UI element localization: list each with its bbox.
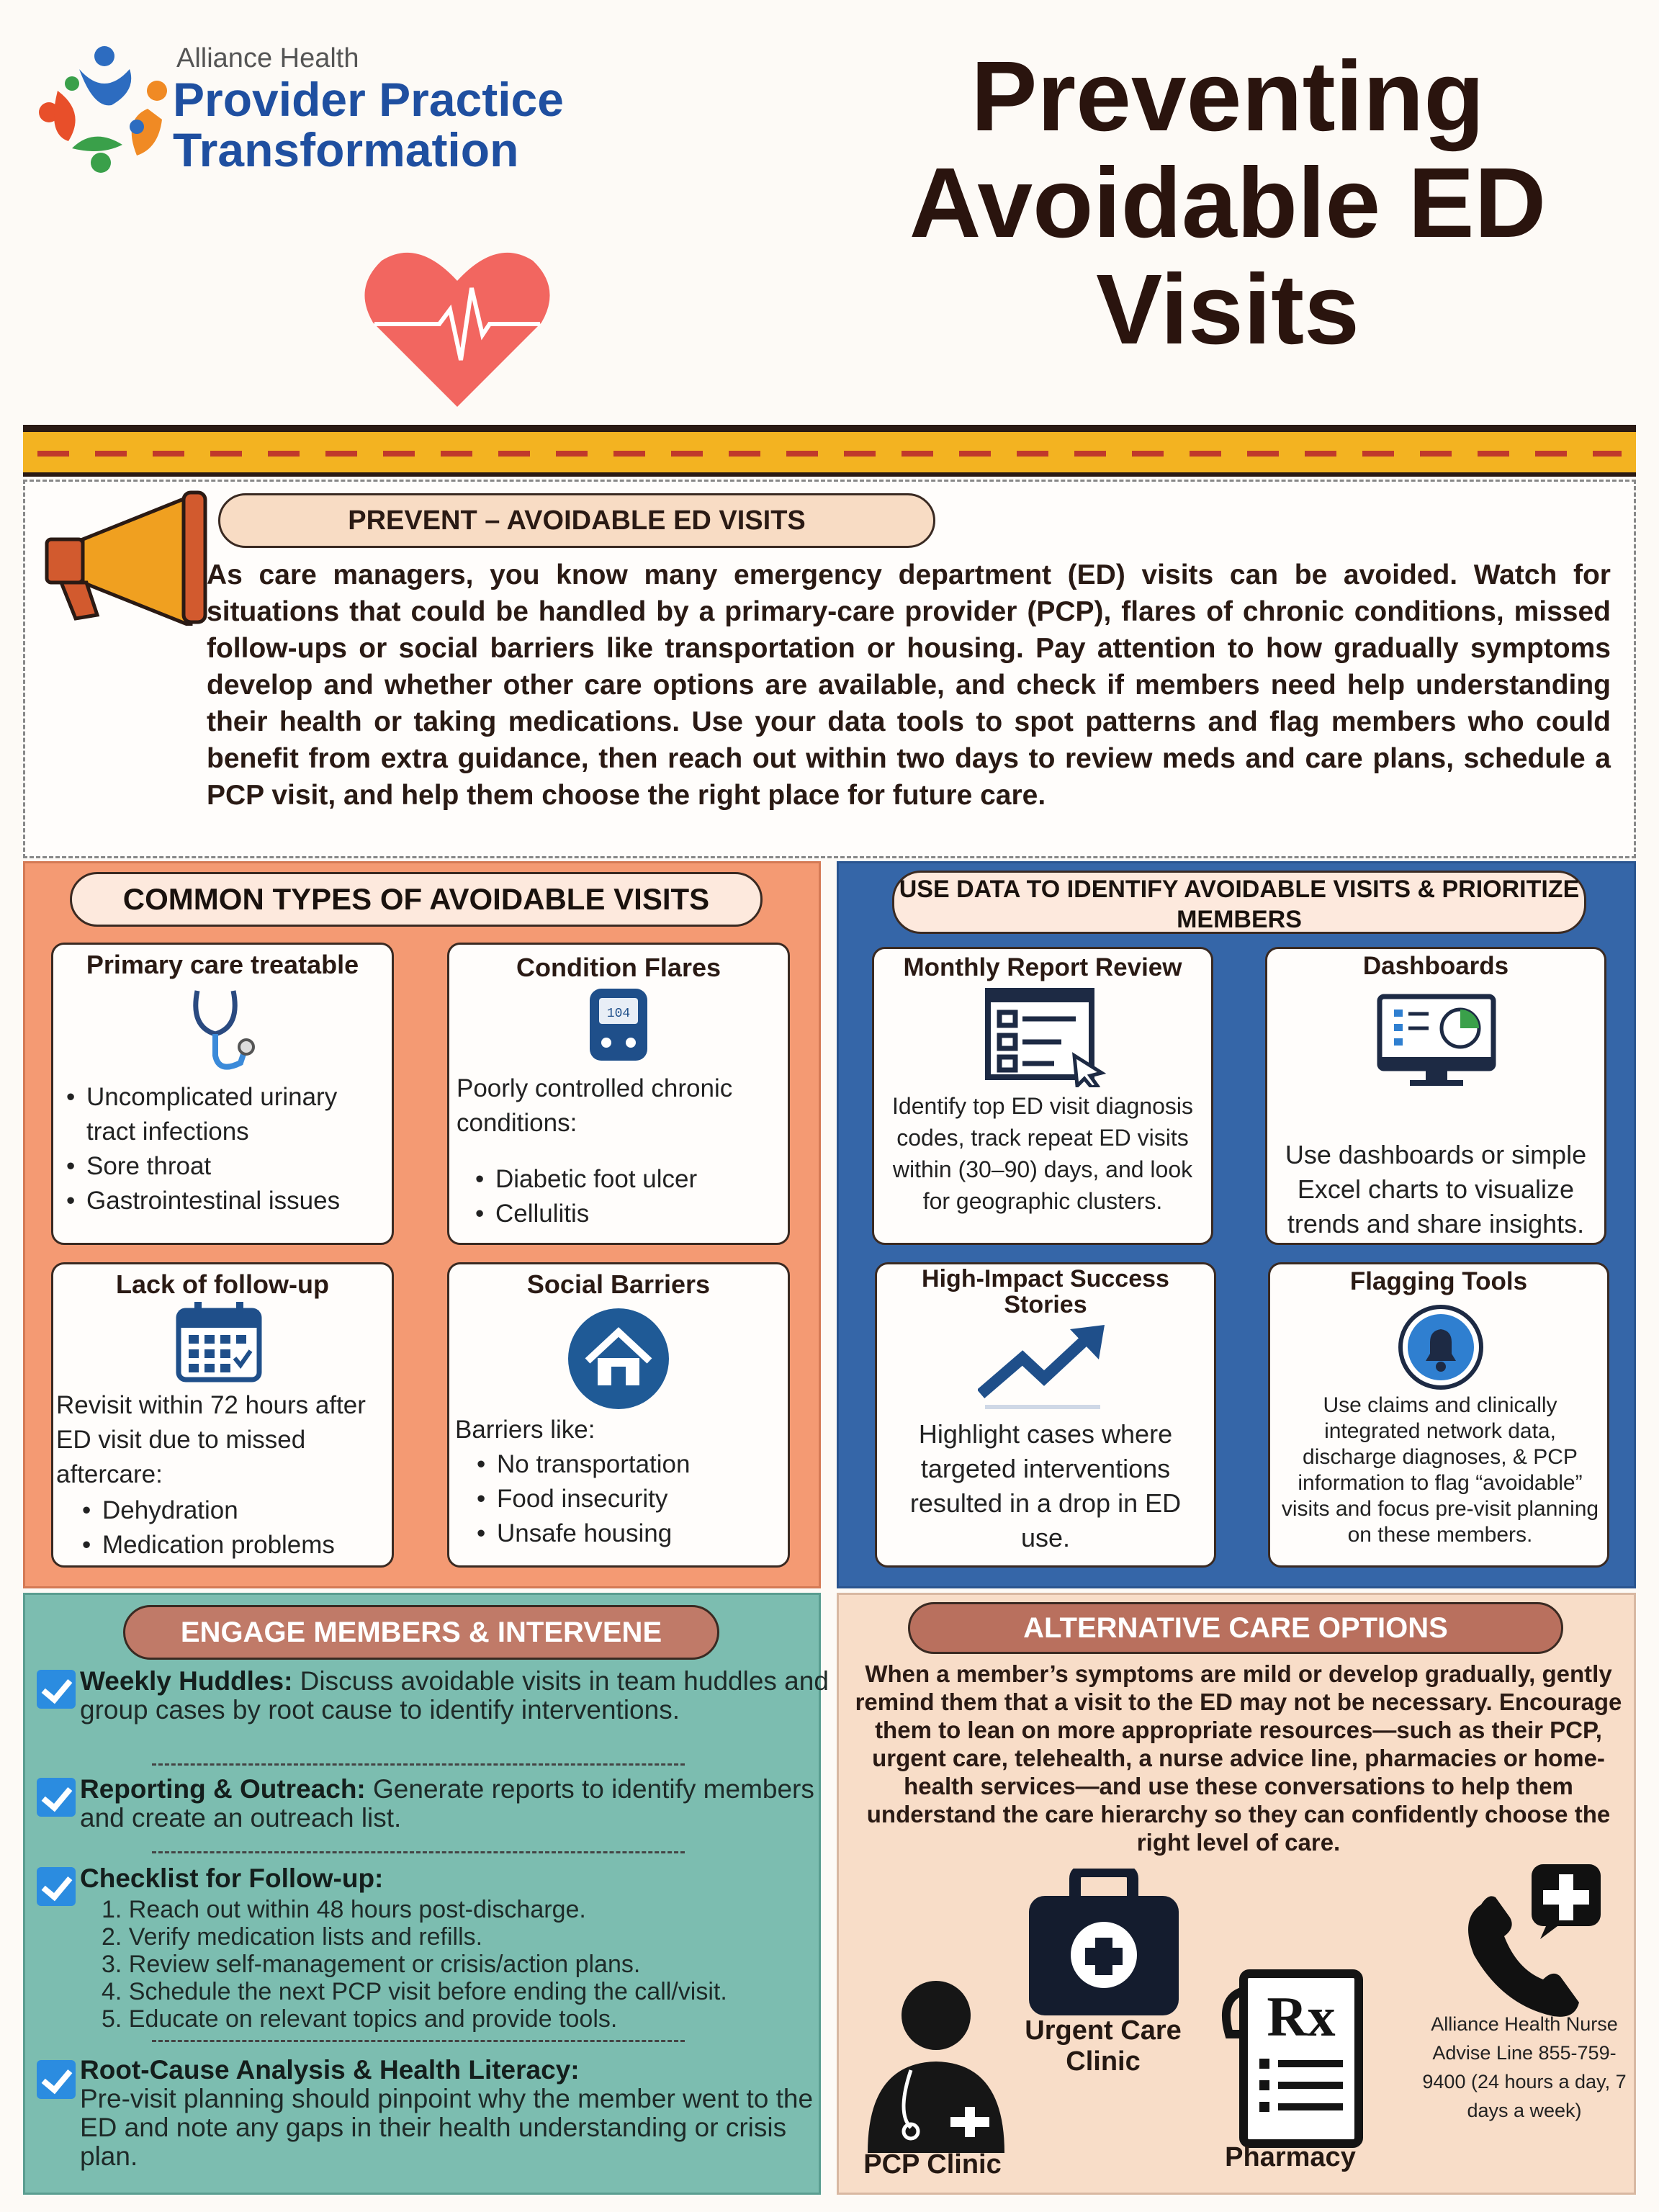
list-item: • Diabetic foot ulcer xyxy=(471,1162,781,1197)
road-divider xyxy=(23,425,1636,477)
card-success-stories xyxy=(875,1262,1216,1568)
list-item: • No transportation xyxy=(472,1447,782,1482)
list-item: 1. Reach out within 48 hours post-discharge. xyxy=(102,1896,586,1923)
divider xyxy=(152,2040,685,2042)
card-title: Dashboards xyxy=(1362,952,1509,980)
monthly-report-text: Identify top ED visit diagnosis codes, track repeat ED visits within (30–90) days, and look for geographic clusters. xyxy=(892,1093,1193,1214)
list-item: • Medication problems xyxy=(78,1528,387,1563)
glucose-meter-icon xyxy=(586,985,651,1064)
brand-line-1: Provider Practice xyxy=(173,73,564,126)
social-barriers-list xyxy=(472,1447,782,1551)
home-icon xyxy=(566,1306,671,1411)
card-monthly-report xyxy=(872,947,1213,1245)
common-heading: COMMON TYPES OF AVOIDABLE VISITS xyxy=(70,872,763,927)
condition-flares-intro: Poorly controlled chronic conditions: xyxy=(457,1074,733,1137)
flagging-tools-text: Use claims and clinically integrated network data, discharge diagnoses, & PCP information to flag “avoidable” visits and focus pre-visit planning on these members. xyxy=(1281,1393,1599,1547)
list-item: • Cellulitis xyxy=(471,1197,781,1231)
list-item: • Dehydration xyxy=(78,1493,387,1528)
divider xyxy=(152,1763,685,1766)
alternative-care-panel xyxy=(837,1593,1636,2195)
card-title: High-Impact Success Stories xyxy=(922,1265,1169,1318)
item-label: Root-Cause Analysis & Health Literacy: xyxy=(80,2055,580,2085)
condition-flares-list xyxy=(471,1162,781,1231)
list-item: • Sore throat xyxy=(62,1149,386,1184)
dashboards-text: Use dashboards or simple Excel charts to visualize trends and share insights. xyxy=(1285,1140,1587,1238)
brand-block xyxy=(29,40,605,184)
page-title: Preventing Avoidable ED Visits xyxy=(909,41,1547,365)
follow-up-intro: Revisit within 72 hours after ED visit due to missed aftercare: xyxy=(56,1391,366,1488)
list-item: 2. Verify medication lists and refills. xyxy=(102,1923,483,1951)
calendar-icon xyxy=(174,1300,264,1384)
list-item: 5. Educate on relevant topics and provide tools. xyxy=(102,2005,618,2033)
org-name: Alliance Health xyxy=(176,43,359,73)
alliance-logo-icon xyxy=(29,40,180,177)
phone-plus-icon xyxy=(1452,1861,1605,2023)
root-cause-item xyxy=(80,2056,829,2171)
nurse-line-text: Alliance Health Nurse Advise Line 855-759-9400 (24 hours a day, 7 days a week) xyxy=(1422,2013,1627,2121)
checkmark-icon xyxy=(37,1778,76,1817)
weekly-huddles-item xyxy=(80,1667,829,1725)
common-types-panel xyxy=(23,861,821,1588)
checklist-item xyxy=(80,1864,829,2033)
rx-symbol: Rx xyxy=(1267,1985,1336,2048)
list-item: • Gastrointestinal issues xyxy=(62,1184,386,1218)
use-data-heading: USE DATA TO IDENTIFY AVOIDABLE VISITS & PRIORITIZE MEMBERS xyxy=(892,871,1586,934)
report-checklist-icon xyxy=(982,986,1112,1087)
card-social-barriers xyxy=(447,1262,790,1568)
megaphone-icon xyxy=(32,489,220,626)
divider xyxy=(152,1851,685,1853)
prevent-section xyxy=(23,480,1636,858)
list-item: • Unsafe housing xyxy=(472,1516,782,1551)
card-title: Monthly Report Review xyxy=(903,953,1182,981)
dashboard-monitor-icon xyxy=(1375,992,1498,1090)
list-item: • Uncomplicated urinary tract infections xyxy=(62,1080,386,1149)
urgent-care-label: Urgent Care Clinic xyxy=(1025,2015,1182,2077)
list-item: 4. Schedule the next PCP visit before ending the call/visit. xyxy=(102,1978,727,2005)
card-title: Social Barriers xyxy=(526,1269,711,1299)
reporting-outreach-item xyxy=(80,1775,829,1833)
doctor-icon xyxy=(860,1977,1012,2157)
checkmark-icon xyxy=(37,2060,76,2099)
card-title: Primary care treatable xyxy=(86,950,359,979)
card-title: Flagging Tools xyxy=(1349,1267,1528,1295)
trend-up-icon xyxy=(978,1322,1110,1416)
card-primary-care xyxy=(51,943,394,1245)
brand-line-2: Transformation xyxy=(173,123,519,176)
item-text: Discuss avoidable visits in team huddles and group cases by root cause to identify interventions. xyxy=(80,1666,829,1725)
list-item: • Food insecurity xyxy=(472,1482,782,1516)
prevent-heading: PREVENT – AVOIDABLE ED VISITS xyxy=(218,493,935,548)
stethoscope-icon xyxy=(183,984,262,1077)
item-text: Pre-visit planning should pinpoint why the member went to the ED and note any gaps in their health understanding or crisis plan. xyxy=(80,2084,814,2171)
medical-kit-icon xyxy=(1025,1869,1183,2020)
card-dashboards xyxy=(1265,947,1606,1245)
prevent-text: As care managers, you know many emergency department (ED) visits can be avoided. Watch for situations that could be handled by a primary-care provider (PCP), flares of chronic conditions, missed follow-ups or social barriers like transportation or housing. Pay attention to how gradually symptoms develop and whether other care options are available, and check if members need help understanding their health or taking medications. Use your data tools to spot patterns and flag members who could benefit from extra guidance, then reach out within two days to review meds and care plans, schedule a PCP visit, and help them choose the right place for future care. xyxy=(207,559,1611,811)
social-barriers-intro: Barriers like: xyxy=(455,1416,595,1444)
pcp-clinic-label: PCP Clinic xyxy=(863,2149,1002,2180)
heartbeat-icon xyxy=(360,245,554,410)
engage-panel xyxy=(23,1593,829,2195)
checklist-steps xyxy=(80,1896,829,2033)
item-label: Checklist for Follow-up: xyxy=(80,1863,384,1893)
card-title: Lack of follow-up xyxy=(116,1269,329,1299)
follow-up-list xyxy=(78,1493,387,1563)
prescription-icon xyxy=(1215,1969,1366,2149)
item-label: Reporting & Outreach: xyxy=(80,1774,366,1804)
checkmark-icon xyxy=(37,1670,76,1709)
card-lack-of-follow-up xyxy=(51,1262,394,1568)
card-title: Condition Flares xyxy=(516,953,721,982)
alt-care-text: When a member’s symptoms are mild or develop gradually, gently remind them that a visit to the ED may not be necessary. Encourage them to lean on more appropriate resources—such as their PCP, urgent care, telehealth, a nurse advice line, pharmacies or home-health services—and use these conversations to help them understand the care hierarchy so they can confidently choose the right level of care. xyxy=(855,1660,1622,1856)
alt-care-heading: ALTERNATIVE CARE OPTIONS xyxy=(908,1602,1563,1654)
checkmark-icon xyxy=(37,1867,76,1906)
card-condition-flares xyxy=(447,943,790,1245)
item-text: Generate reports to identify members and create an outreach list. xyxy=(80,1774,814,1833)
bell-icon xyxy=(1397,1303,1485,1391)
item-label: Weekly Huddles: xyxy=(80,1666,293,1696)
list-item: 3. Review self-management or crisis/action plans. xyxy=(102,1951,641,1978)
meter-reading: 104 xyxy=(606,1007,631,1021)
primary-care-list xyxy=(62,1080,386,1218)
success-stories-text: Highlight cases where targeted interventions resulted in a drop in ED use. xyxy=(909,1419,1182,1552)
engage-heading: ENGAGE MEMBERS & INTERVENE xyxy=(123,1605,719,1660)
pharmacy-label: Pharmacy xyxy=(1225,2142,1356,2172)
card-flagging-tools xyxy=(1268,1262,1609,1568)
use-data-panel xyxy=(837,861,1636,1588)
